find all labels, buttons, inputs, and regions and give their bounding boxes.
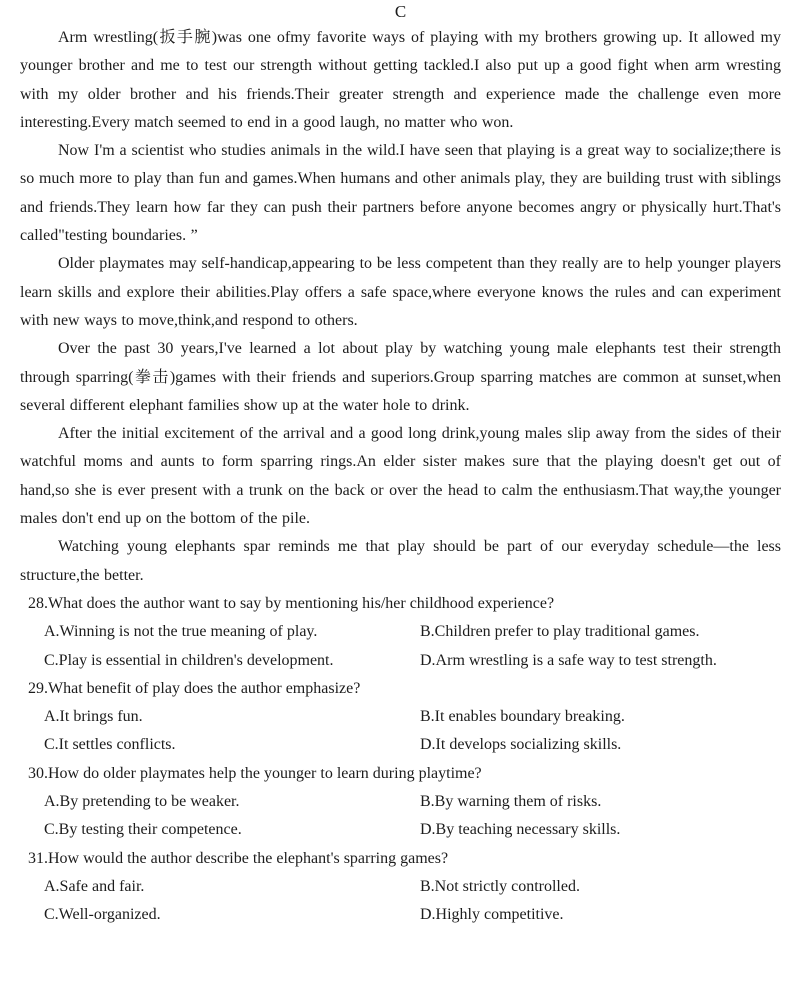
question-29-option-a: A.It brings fun.: [44, 708, 143, 726]
question-31-option-b: B.Not strictly controlled.: [420, 877, 580, 895]
question-29: [20, 675, 781, 760]
question-29-option-c: C.It settles conflicts.: [44, 736, 176, 754]
passage-paragraph-4: Over the past 30 years,I've learned a lot about play by watching young male elephants test their strength through sparring(拳击)games with their friends and superiors.Group sparring matches are common at sunset,when several different elephant families show up at the water hole to drink.: [20, 340, 781, 414]
question-28-option-a: A.Winning is not the true meaning of play.: [44, 623, 318, 641]
question-28: [20, 590, 781, 675]
question-30-option-c: C.By testing their competence.: [44, 821, 242, 839]
question-31-options-row-1: [20, 873, 781, 901]
question-31: [20, 845, 781, 930]
question-28-option-c: C.Play is essential in children's development.: [44, 651, 334, 669]
question-30-options-row-2: [20, 816, 781, 844]
question-29-text: 29.What benefit of play does the author emphasize?: [28, 679, 361, 697]
question-31-options-row-2: [20, 901, 781, 929]
passage-paragraph-6: Watching young elephants spar reminds me that play should be part of our everyday schedule—the less structure,the better.: [20, 538, 781, 584]
question-28-option-d: D.Arm wrestling is a safe way to test strength.: [420, 651, 717, 669]
question-29-option-b: B.It enables boundary breaking.: [420, 708, 625, 726]
question-28-option-b: B.Children prefer to play traditional games.: [420, 623, 700, 641]
question-31-option-a: A.Safe and fair.: [44, 877, 145, 895]
question-30-option-d: D.By teaching necessary skills.: [420, 821, 621, 839]
question-30: [20, 760, 781, 845]
question-30-option-a: A.By pretending to be weaker.: [44, 793, 240, 811]
question-29-options-row-2: [20, 731, 781, 759]
passage-paragraph-1: Arm wrestling(扳手腕)was one ofmy favorite ways of playing with my brothers growing up. It allowed my younger brother and me to test our strength without getting tackled.I also put up a good fight when arm wresting with my older brother and his friends.Their greater strength and experience made the challenge even more interesting.Every match seemed to end in a good laugh, no matter who won.: [20, 29, 781, 131]
question-28-options-row-1: [20, 618, 781, 646]
question-30-options-row-1: [20, 788, 781, 816]
question-31-text: 31.How would the author describe the elephant's sparring games?: [28, 849, 449, 867]
question-31-option-d: D.Highly competitive.: [420, 906, 564, 924]
section-label: C: [394, 2, 407, 21]
passage-paragraph-2: Now I'm a scientist who studies animals in the wild.I have seen that playing is a great way to socialize;there is so much more to play than fun and games.When humans and other animals play, they are building trust with siblings and friends.They learn how far they can push their partners before anyone becomes angry or physically hurt.That's called"testing boundaries. ”: [20, 142, 781, 245]
question-28-options-row-2: [20, 647, 781, 675]
question-30-option-b: B.By warning them of risks.: [420, 793, 602, 811]
question-31-option-c: C.Well-organized.: [44, 906, 161, 924]
passage-paragraph-5: After the initial excitement of the arrival and a good long drink,young males slip away from the sides of their watchful moms and aunts to form sparring rings.An elder sister makes sure that the playing doesn't get out of hand,so she is ever present with a trunk on the back or over the head to calm the enthusiasm.That way,the younger males don't end up on the bottom of the pile.: [20, 425, 781, 528]
question-30-text: 30.How do older playmates help the younger to learn during playtime?: [28, 764, 482, 782]
question-29-options-row-1: [20, 703, 781, 731]
passage-paragraph-3: Older playmates may self-handicap,appearing to be less competent than they really are to help younger players learn skills and explore their abilities.Play offers a safe space,where everyone knows the rules and can experiment with new ways to move,think,and respond to others.: [20, 255, 781, 329]
question-29-option-d: D.It develops socializing skills.: [420, 736, 622, 754]
question-28-text: 28.What does the author want to say by mentioning his/her childhood experience?: [28, 594, 555, 612]
